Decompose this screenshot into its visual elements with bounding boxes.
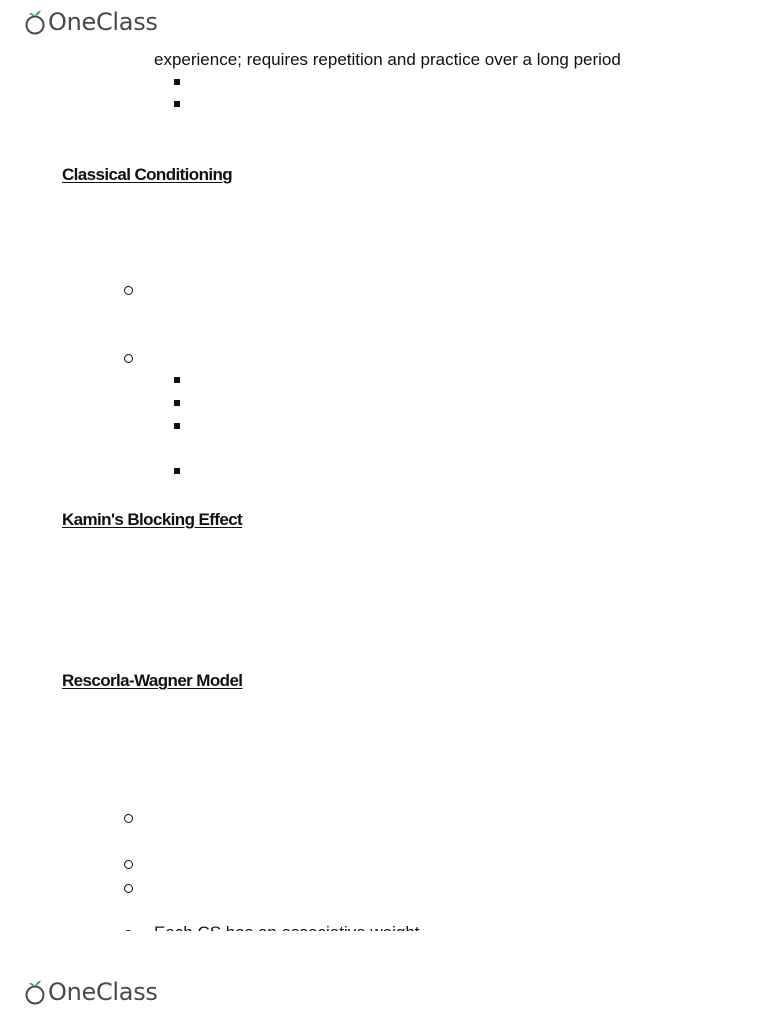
heading-classical-conditioning: Classical Conditioning — [62, 165, 233, 184]
square-bullet — [174, 101, 180, 107]
circle-bullet — [124, 286, 133, 295]
circle-bullet — [124, 354, 133, 363]
square-bullet — [174, 79, 180, 85]
apple-logo-icon — [25, 980, 47, 1004]
apple-logo-icon — [25, 10, 47, 34]
circle-bullet — [124, 860, 133, 869]
square-bullet — [174, 423, 180, 429]
oneclass-logo — [25, 0, 158, 34]
heading-kamin-blocking-effect: Kamin's Blocking Effect — [62, 510, 243, 529]
experience-line: experience; requires repetition and practice over a long period — [154, 50, 621, 69]
oneclass-logo-footer — [25, 970, 158, 1004]
page-cut-mask — [0, 931, 784, 971]
square-bullet — [174, 400, 180, 406]
heading-rescorla-wagner-model: Rescorla-Wagner Model — [62, 671, 243, 690]
logo-brand-text: OneClass — [48, 978, 158, 1006]
logo-brand-text: OneClass — [48, 8, 158, 36]
circle-bullet — [124, 814, 133, 823]
square-bullet — [174, 468, 180, 474]
circle-bullet — [124, 884, 133, 893]
square-bullet — [174, 377, 180, 383]
